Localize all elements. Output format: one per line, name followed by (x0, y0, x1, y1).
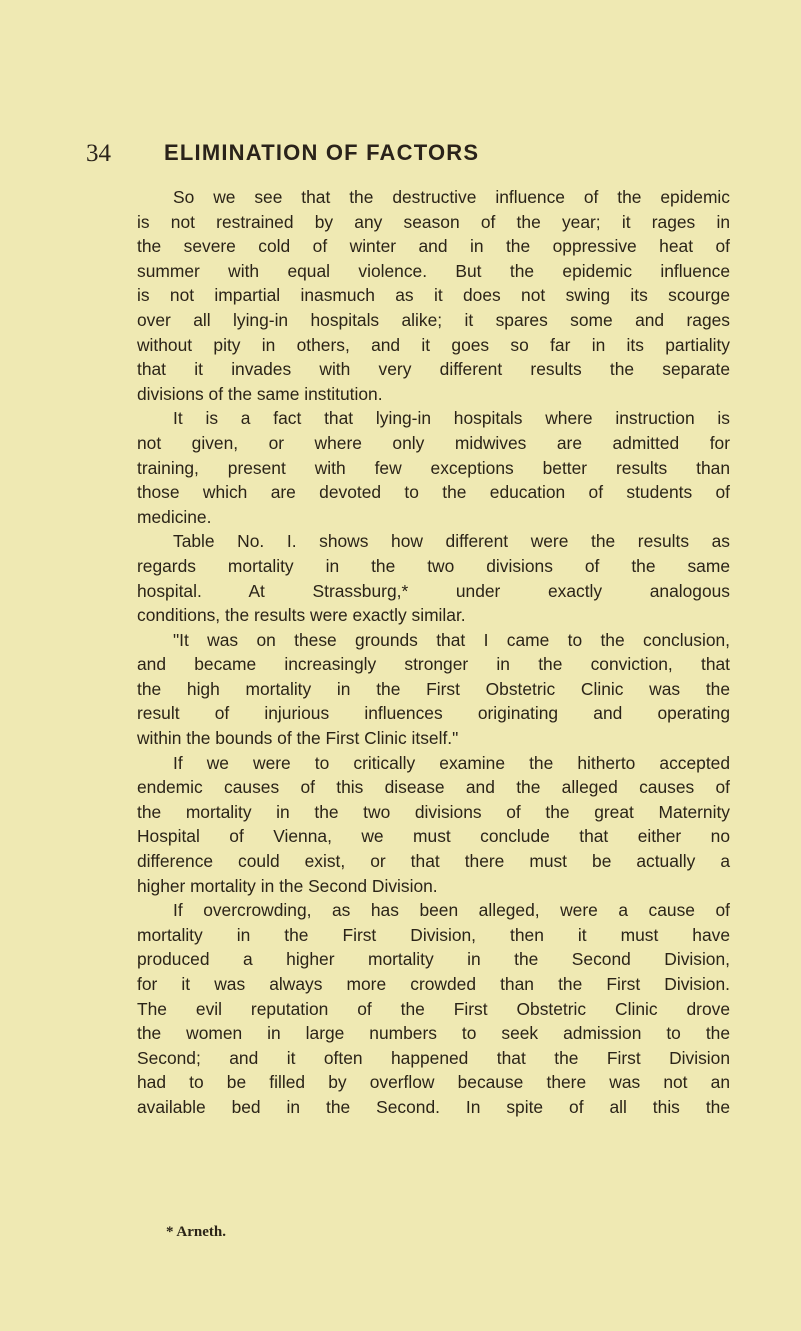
text-line: If we were to critically examine the hitherto accepted (173, 752, 730, 773)
text-line: those which are devoted to the education of students of (137, 482, 730, 503)
text-line: over all lying-in hospitals alike; it spares some and rages (137, 309, 730, 330)
text-line: and became increasingly stronger in the conviction, that (137, 654, 730, 675)
text-line: available bed in the Second. In spite of all this the (137, 1096, 730, 1117)
text-line: If overcrowding, as has been alleged, were a cause of (173, 900, 730, 921)
text-line: Second; and it often happened that the First Division (137, 1047, 730, 1068)
text-line: the women in large numbers to seek admission to the (137, 1023, 730, 1044)
text-line: conditions, the results were exactly similar. (137, 605, 466, 626)
text-line: without pity in others, and it goes so far in its partiality (137, 334, 730, 355)
text-line: endemic causes of this disease and the alleged causes of (137, 777, 730, 798)
text-line: "It was on these grounds that I came to the conclusion, (173, 629, 730, 650)
text-line: difference could exist, or that there must be actually a (137, 851, 730, 872)
text-line: divisions of the same institution. (137, 383, 383, 404)
text-line: mortality in the First Division, then it must have (137, 924, 730, 945)
text-line: The evil reputation of the First Obstetric Clinic drove (137, 998, 730, 1019)
text-line: not given, or where only midwives are admitted for (137, 432, 730, 453)
text-line: that it invades with very different results the separate (137, 359, 730, 380)
text-line: training, present with few exceptions better results than (137, 457, 730, 478)
text-line: the mortality in the two divisions of the great Maternity (137, 801, 730, 822)
footnote: * Arneth. (166, 1224, 226, 1240)
text-line: So we see that the destructive influence of the epidemic (173, 187, 730, 207)
text-line: Hospital of Vienna, we must conclude that either no (137, 826, 730, 847)
text-line: within the bounds of the First Clinic itself." (137, 728, 459, 749)
page-number: 34 (86, 140, 111, 167)
text-line: the severe cold of winter and in the oppressive heat of (137, 236, 730, 257)
text-line: is not impartial inasmuch as it does not swing its scourge (137, 285, 730, 306)
text-line: regards mortality in the two divisions of the same (137, 555, 730, 576)
body-text (137, 185, 730, 1120)
page-header (0, 140, 801, 180)
text-line: hospital. At Strassburg,* under exactly analogous (137, 580, 730, 601)
text-line: Table No. I. shows how different were the results as (173, 531, 730, 552)
text-line: the high mortality in the First Obstetric Clinic was the (137, 678, 730, 699)
text-line: It is a fact that lying-in hospitals where instruction is (173, 408, 730, 429)
text-line: result of injurious influences originating and operating (137, 703, 730, 724)
text-line: is not restrained by any season of the year; it rages in (137, 211, 730, 232)
text-line: medicine. (137, 506, 212, 527)
text-line: higher mortality in the Second Division. (137, 875, 438, 896)
text-line: had to be filled by overflow because there was not an (137, 1072, 730, 1093)
text-line: summer with equal violence. But the epidemic influence (137, 260, 730, 281)
running-head: ELIMINATION OF FACTORS (164, 140, 480, 165)
text-line: for it was always more crowded than the First Division. (137, 974, 730, 994)
text-line: produced a higher mortality in the Second Division, (137, 949, 730, 970)
